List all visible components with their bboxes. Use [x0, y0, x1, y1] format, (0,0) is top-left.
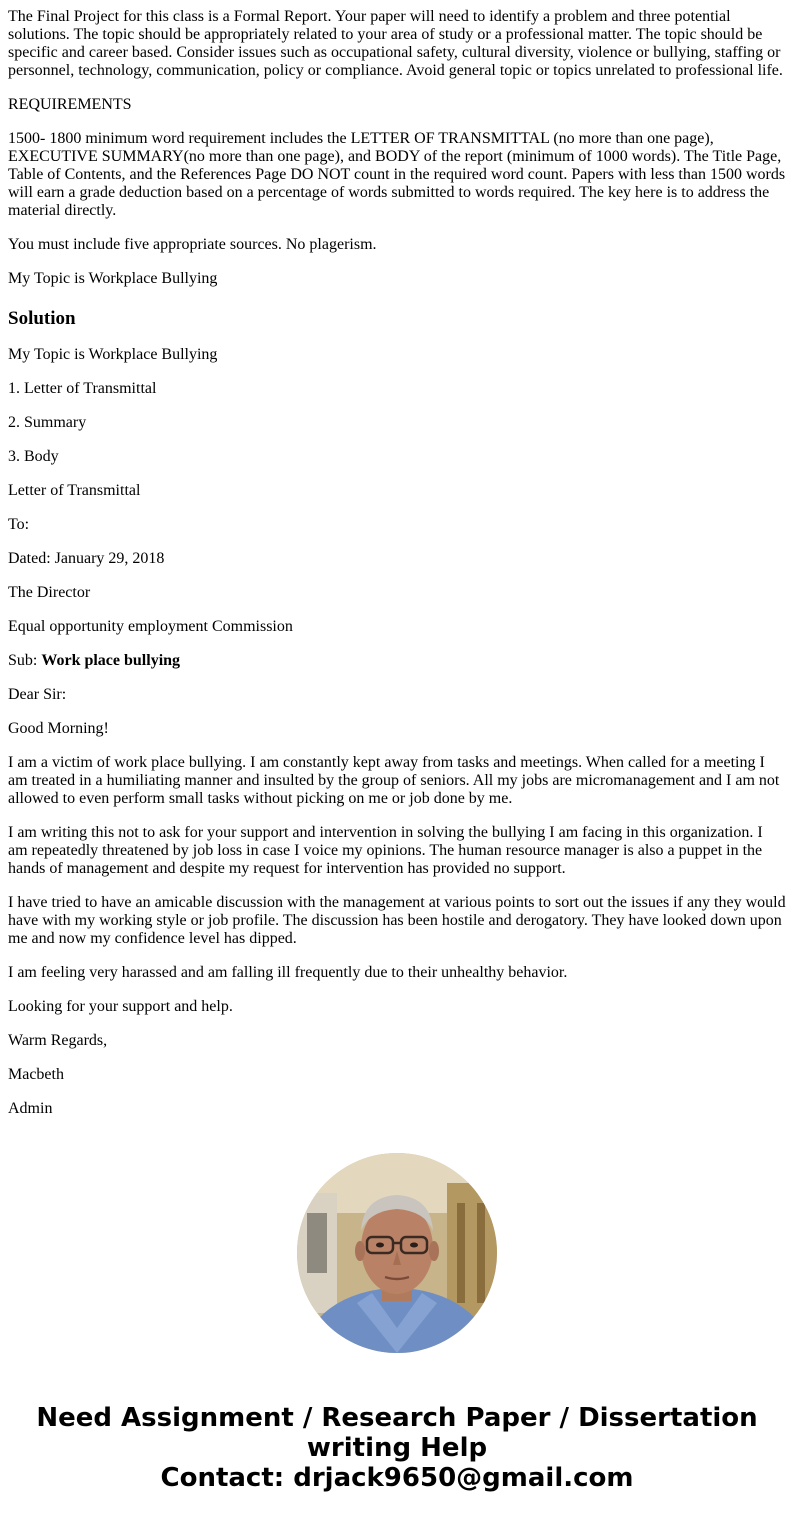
letter-closing: Warm Regards,: [8, 1032, 108, 1049]
letter-date: Dated: January 29, 2018: [8, 550, 165, 567]
sources-text: You must include five appropriate sources. No plagerism.: [8, 236, 377, 253]
question-topic: My Topic is Workplace Bullying: [8, 270, 218, 287]
requirements-text: 1500- 1800 minimum word requirement includes the LETTER OF TRANSMITTAL (no more than one page), EXECUTIVE SUMMARY(no more than one page), and BODY of the report (minimum of 1000 words). The Title Page, Table of Contents, and the References Page DO NOT count in the required word count. Papers with less than 1500 words will earn a grade deduction based on a percentage of words submitted to words required. The key here is to address the material directly.: [8, 130, 786, 219]
subject-label: Sub:: [8, 652, 42, 669]
document-content: [8, 8, 786, 1124]
promo-line: writing Help: [306, 1433, 488, 1463]
outline-item: 3. Body: [8, 448, 59, 465]
letter-organization: Equal opportunity employment Commission: [8, 618, 293, 635]
letter-trailing: Admin: [8, 1100, 53, 1117]
avatar-portrait: [297, 1153, 497, 1353]
letter-recipient: The Director: [8, 584, 91, 601]
letter-paragraph: I am a victim of work place bullying. I am constantly kept away from tasks and meetings. When called for a meeting I am treated in a humiliating manner and insulted by the group of seniors. All my jobs are micromanagement and I am not allowed to even perform small tasks without picking on me or job done by me.: [8, 754, 780, 807]
letter-title: Letter of Transmittal: [8, 482, 141, 499]
letter-paragraph: I am feeling very harassed and am falling ill frequently due to their unhealthy behavior.: [8, 964, 568, 981]
letter-paragraph: I am writing this not to ask for your support and intervention in solving the bullying I am facing in this organization. I am repeatedly threatened by job loss in case I voice my opinions. The human resource manager is also a puppet in the hands of management and despite my request for intervention has provided no support.: [8, 824, 763, 877]
letter-subject: [8, 652, 786, 670]
letter-greeting: Good Morning!: [8, 720, 109, 737]
promo-contact: Contact: drjack9650@gmail.com: [160, 1463, 634, 1493]
letter-to: To:: [8, 516, 30, 533]
subject-text: Work place bullying: [41, 652, 181, 669]
solution-heading: Solution: [8, 308, 76, 329]
outline-item: 1. Letter of Transmittal: [8, 380, 157, 397]
promo-banner: [0, 1403, 794, 1493]
letter-paragraph: I have tried to have an amicable discussion with the management at various points to sort out the issues if any they would have with my working style or job profile. The discussion has been hostile and derogatory. They have looked down upon me and now my confidence level has dipped.: [8, 894, 786, 947]
requirements-heading: REQUIREMENTS: [8, 96, 132, 113]
avatar: [297, 1153, 497, 1353]
letter-signature: Macbeth: [8, 1066, 64, 1083]
outline-item: 2. Summary: [8, 414, 87, 431]
letter-salutation: Dear Sir:: [8, 686, 67, 703]
letter-paragraph: Looking for your support and help.: [8, 998, 233, 1015]
question-intro: The Final Project for this class is a Formal Report. Your paper will need to identify a problem and three potential solutions. The topic should be appropriately related to your area of study or a professional matter. The topic should be specific and career based. Consider issues such as occupational safety, cultural diversity, violence or bullying, staffing or personnel, technology, communication, policy or compliance. Avoid general topic or topics unrelated to professional life.: [8, 8, 783, 79]
solution-topic: My Topic is Workplace Bullying: [8, 346, 218, 363]
promo-line: Need Assignment / Research Paper / Dissertation: [36, 1403, 758, 1433]
